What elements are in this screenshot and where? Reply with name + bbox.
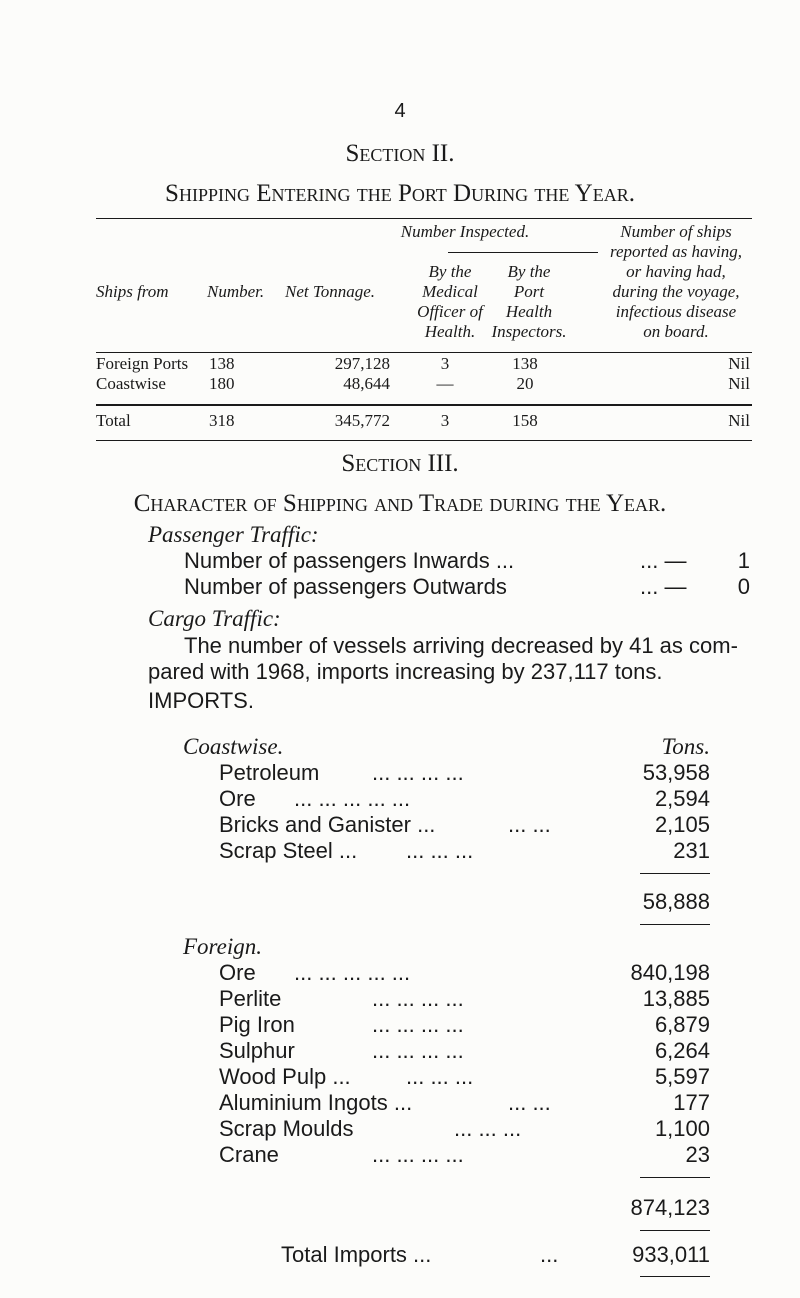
item-dots: ... ... ... ... [372,986,464,1011]
reported-line: Number of ships [620,222,732,241]
passenger-label: Number of passengers Inwards ... [184,548,515,573]
passenger-dots: ... — [640,548,687,573]
phi-line: Health [505,302,553,321]
item-dots: ... ... ... [454,1116,522,1141]
item-name: Ore [219,786,256,811]
moh-line: By the [428,262,472,281]
row-moh: — [436,374,454,393]
inspected-underline [448,252,598,253]
total-phi: 158 [512,411,538,430]
item-dots: ... ... ... [406,1064,474,1089]
total-imports-value: 933,011 [632,1242,710,1267]
table-bottom-rule [96,440,752,441]
reported-line: reported as having, [609,242,743,261]
row-reported: Nil [728,354,750,373]
moh-line: Medical [422,282,478,301]
imports-label: IMPORTS. [148,688,254,713]
section-2-title: Shipping Entering the Port During the Year. [165,180,635,207]
item-name: Petroleum [219,760,320,785]
item-tons: 5,597 [654,1064,710,1089]
item-name: Pig Iron [219,1012,295,1037]
item-name: Bricks and Ganister ... [219,812,436,837]
moh-line: Health. [424,322,476,341]
total-imports-dots: ... [540,1242,559,1267]
passenger-value: 0 [737,574,750,599]
foreign-sum-rule [640,1177,710,1178]
net-tonnage-header: Net Tonnage. [285,282,376,301]
header-bottom-rule [96,352,752,353]
item-tons: 2,594 [654,786,710,811]
foreign-total-rule [640,1230,710,1231]
item-name: Scrap Steel ... [219,838,358,863]
item-tons: 6,879 [654,1012,710,1037]
number-inspected-header: Number Inspected. [400,222,530,241]
item-tons: 177 [673,1090,710,1115]
phi-line: By the [507,262,551,281]
item-name: Wood Pulp ... [219,1064,351,1089]
total-top-rule [96,404,752,406]
item-dots: ... ... ... ... [372,760,464,785]
tons-label: Tons. [661,734,710,759]
section-3-title: Character of Shipping and Trade during the Year. [133,490,667,517]
coastwise-total-rule [640,924,710,925]
number-header: Number. [207,282,265,301]
item-dots: ... ... ... ... [372,1012,464,1037]
item-tons: 6,264 [654,1038,710,1063]
item-tons: 23 [685,1142,710,1167]
total-from: Total [96,411,131,430]
row-tonnage: 48,644 [343,374,390,393]
passenger-label: Number of passengers Outwards [184,574,507,599]
item-tons: 840,198 [630,960,710,985]
row-moh: 3 [440,354,450,373]
moh-line: Officer of [417,302,483,321]
total-number: 318 [209,411,235,430]
item-dots: ... ... ... [406,838,474,863]
ships-from-header: Ships from [96,282,169,301]
cargo-text-line-1: The number of vessels arriving decreased by 41 as com- [184,633,738,658]
reported-header [596,222,756,342]
passenger-value: 1 [737,548,750,573]
row-from: Coastwise [96,374,166,393]
item-dots: ... ... ... ... ... [294,960,411,985]
cargo-traffic-label: Cargo Traffic: [148,606,281,631]
row-from: Foreign Ports [96,354,189,373]
total-reported: Nil [728,411,750,430]
total-moh: 3 [440,411,450,430]
item-tons: 13,885 [642,986,710,1011]
item-name: Crane [219,1142,279,1167]
phi-line: Inspectors. [491,322,567,341]
item-dots: ... ... [508,1090,551,1115]
item-name: Perlite [219,986,282,1011]
item-name: Aluminium Ingots ... [219,1090,413,1115]
reported-line: on board. [643,322,709,341]
by-moh-header [400,262,500,342]
coastwise-label: Coastwise. [183,734,284,759]
total-tonnage: 345,772 [334,411,390,430]
reported-line: or having had, [626,262,726,281]
section-2-heading: Section II. [345,140,455,167]
foreign-label: Foreign. [183,934,262,959]
reported-line: during the voyage, [612,282,740,301]
table-top-rule [96,218,752,219]
item-dots: ... ... [508,812,551,837]
page-number: 4 [394,100,406,122]
total-imports-rule [640,1276,710,1277]
row-number: 180 [209,374,235,393]
section-3-heading: Section III. [341,450,459,477]
item-name: Ore [219,960,256,985]
row-tonnage: 297,128 [334,354,390,373]
foreign-total: 874,123 [630,1195,710,1220]
item-name: Sulphur [219,1038,295,1063]
item-tons: 231 [673,838,710,863]
item-tons: 2,105 [654,812,710,837]
row-phi: 138 [512,354,538,373]
item-name: Scrap Moulds [219,1116,354,1141]
total-imports-label: Total Imports ... [281,1242,432,1267]
item-dots: ... ... ... ... [372,1142,464,1167]
item-tons: 1,100 [654,1116,710,1141]
row-reported: Nil [728,374,750,393]
item-tons: 53,958 [642,760,710,785]
coastwise-total: 58,888 [642,889,710,914]
row-phi: 20 [516,374,534,393]
cargo-text-line-2: pared with 1968, imports increasing by 237,117 tons. [148,659,663,684]
passenger-traffic-label: Passenger Traffic: [148,522,319,547]
passenger-dots: ... — [640,574,687,599]
row-number: 138 [209,354,235,373]
coastwise-sum-rule [640,873,710,874]
reported-line: infectious disease [615,302,737,321]
item-dots: ... ... ... ... [372,1038,464,1063]
item-dots: ... ... ... ... ... [294,786,411,811]
phi-line: Port [513,282,545,301]
